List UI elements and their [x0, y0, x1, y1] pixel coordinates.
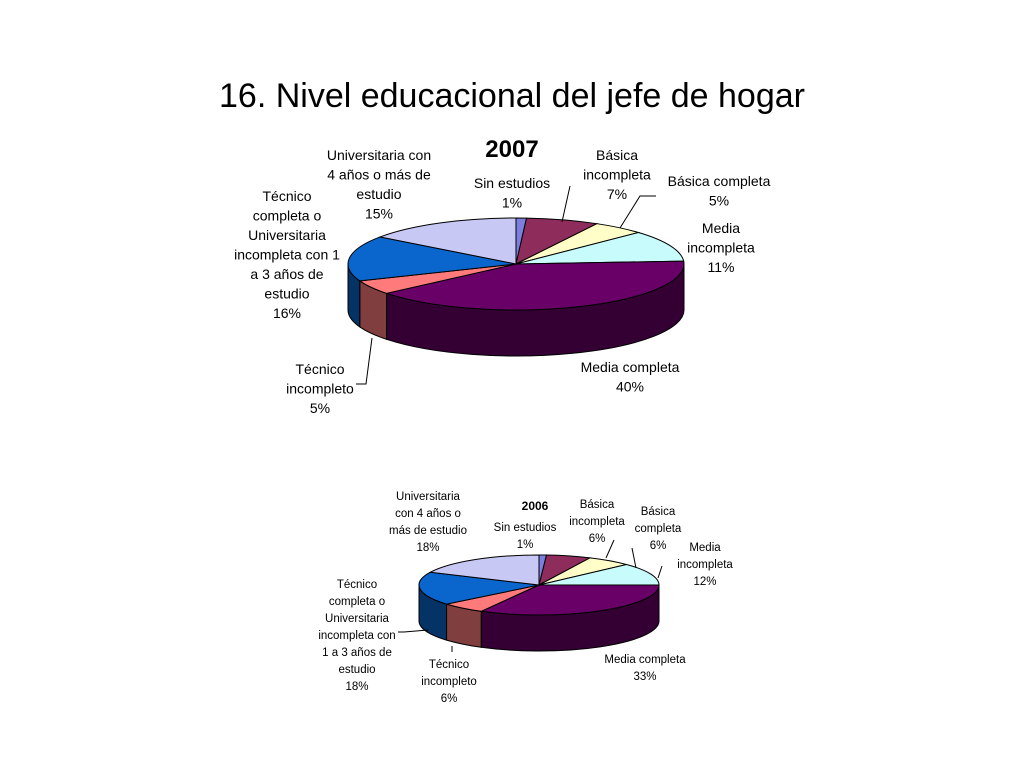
data-label-media_incompleta: Media incompleta 11%	[687, 220, 755, 275]
data-label-tecnico_completo: Técnico completa o Universitaria incompleta con 1 a 3 años de estudio 18%	[318, 579, 396, 693]
leader-line-tecnico_completo	[398, 630, 428, 632]
leader-line-basica_completa	[632, 548, 636, 568]
data-label-sin_estudios: Sin estudios 1%	[473, 175, 551, 211]
data-label-basica_incompleta: Básica incompleta 6%	[569, 499, 625, 545]
page-title: 16. Nivel educacional del jefe de hogar	[219, 77, 805, 115]
data-label-basica_incompleta: Básica incompleta 7%	[583, 147, 651, 202]
pie-tops	[419, 555, 659, 615]
leader-line-media_incompleta	[658, 566, 662, 578]
data-label-media_completa: Media completa 33%	[604, 654, 686, 683]
data-label-sin_estudios: Sin estudios 1%	[493, 522, 557, 551]
data-label-tecnico_incompleto: Técnico incompleto 5%	[286, 361, 354, 416]
data-label-basica_completa: Básica completa 6%	[634, 506, 682, 552]
chart-year-title: 2006	[521, 499, 549, 513]
data-label-universitaria: Universitaria con 4 años o más de estudio 18%	[389, 491, 467, 554]
data-label-universitaria: Universitaria con 4 años o más de estudio 15%	[326, 147, 432, 222]
data-label-media_incompleta: Media incompleta 12%	[677, 542, 733, 588]
chart-year-title: 2007	[485, 136, 539, 163]
data-label-tecnico_completo: Técnico completa o Universitaria incompleta con 1 a 3 años de estudio 16%	[234, 188, 340, 321]
data-label-media_completa: Media completa 40%	[580, 359, 680, 395]
data-label-basica_completa: Básica completa 5%	[667, 173, 771, 209]
leader-line-basica_incompleta	[606, 540, 614, 558]
data-label-tecnico_incompleto: Técnico incompleto 6%	[421, 659, 477, 705]
